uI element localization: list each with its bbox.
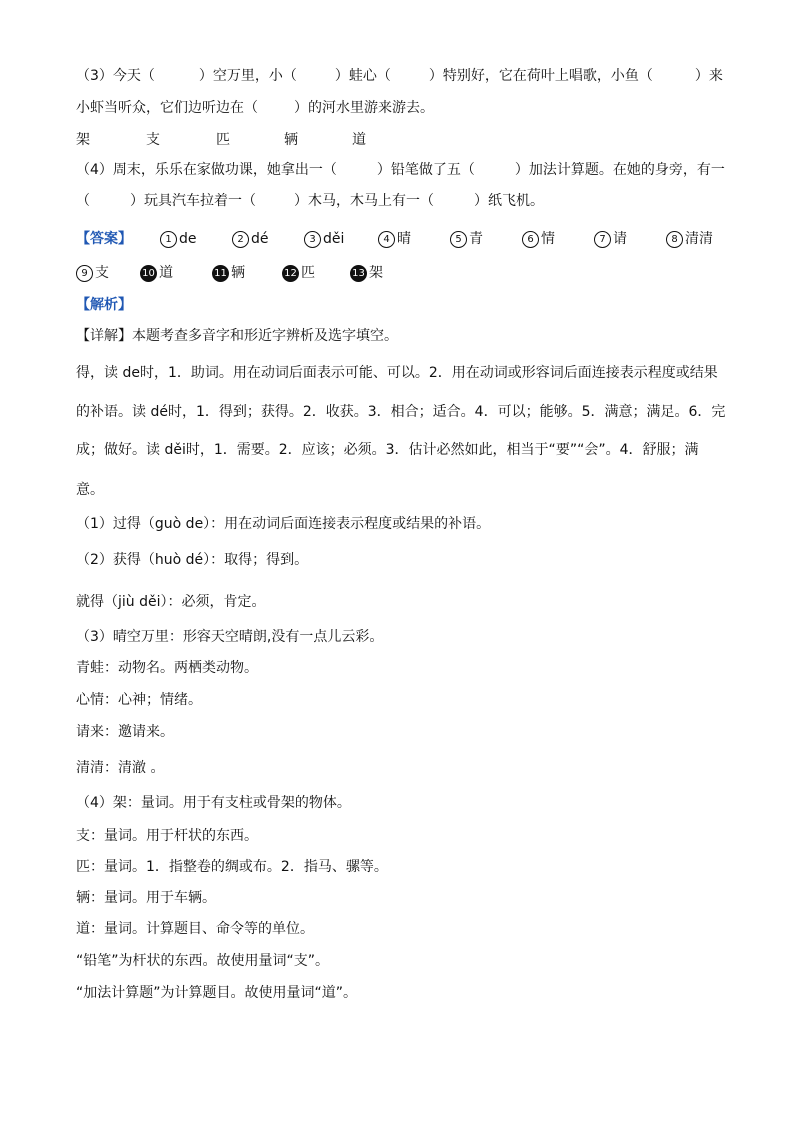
- analysis-line: 就得（jiù děi）：必须，肯定。: [76, 594, 266, 610]
- analysis-line: 【详解】本题考查多音字和形近字辨析及选字填空。: [76, 328, 398, 344]
- analysis-line: 辆：量词。用于车辆。: [76, 890, 216, 906]
- q3-text-1: （3）今天（: [76, 68, 155, 84]
- analysis-line: （2）获得（huò dé）：取得；得到。: [76, 552, 309, 568]
- analysis-line: 匹：量词。1．指整卷的绸或布。2．指马、骡等。: [76, 859, 388, 875]
- answer-tag: 【答案】: [76, 231, 132, 247]
- analysis-line: （1）过得（guò de）：用在动词后面连接表示程度或结果的补语。: [76, 516, 491, 532]
- answer-text: 清清: [685, 231, 713, 247]
- analysis-line: 成；做好。读 děi时，1．需要。2．应该；必须。3．估计必然如此，相当于“要”“会”。4．舒服；满: [76, 442, 699, 458]
- analysis-line: 心情：心神；情绪。: [76, 692, 202, 708]
- answer-text: dé: [251, 231, 269, 247]
- answer-text: 架: [369, 265, 383, 281]
- analysis-line: 支：量词。用于杆状的东西。: [76, 828, 258, 844]
- answer-number: 12: [282, 265, 299, 282]
- answer-text: 辆: [231, 265, 245, 281]
- q4-text-7: ）纸飞机。: [474, 193, 544, 209]
- answer-item: [378, 229, 411, 249]
- q4-line-1: [76, 160, 725, 180]
- answer-number: 10: [140, 265, 157, 282]
- answer-text: 道: [159, 265, 173, 281]
- answer-number: 2: [232, 231, 249, 248]
- answer-number: 6: [522, 231, 539, 248]
- analysis-line: （3）晴空万里：形容天空晴朗,没有一点儿云彩。: [76, 629, 384, 645]
- analysis-line: 意。: [76, 482, 104, 498]
- choice-word: 辆: [284, 132, 298, 148]
- q4-text-2: ）铅笔做了五（: [376, 162, 475, 178]
- answer-item: [594, 229, 627, 249]
- analysis-line: （4）架：量词。用于有支柱或骨架的物体。: [76, 795, 351, 811]
- answer-text: děi: [323, 231, 345, 247]
- q3-line-2: [76, 98, 434, 118]
- answer-number: 13: [350, 265, 367, 282]
- choice-word: 道: [352, 132, 366, 148]
- q4-text-6: ）木马，木马上有一（: [294, 193, 434, 209]
- analysis-line: 得，读 de时，1．助词。用在动词后面表示可能、可以。2．用在动词或形容词后面连接表示程度或结果: [76, 365, 718, 381]
- analysis-line: “铅笔”为杆状的东西。故使用量词“支”。: [76, 953, 330, 969]
- answer-item: [232, 229, 269, 249]
- answer-text: de: [179, 231, 197, 247]
- analysis-line: 清清：清澈 。: [76, 760, 165, 776]
- answer-text: 晴: [397, 231, 411, 247]
- answer-number: 8: [666, 231, 683, 248]
- q3-line-1: [76, 66, 723, 86]
- analysis-line: 青蛙：动物名。两栖类动物。: [76, 660, 258, 676]
- choice-word: 架: [76, 132, 90, 148]
- q4-line-2: [76, 191, 544, 211]
- answer-number: 5: [450, 231, 467, 248]
- answer-item: [160, 229, 197, 249]
- q4-text-4: （: [76, 193, 90, 209]
- analysis-line: 请来：邀请来。: [76, 724, 174, 740]
- q3-text-5: ）来: [694, 68, 723, 84]
- analysis-tag: 【解析】: [76, 297, 132, 313]
- answer-item: [212, 263, 245, 283]
- answer-item: [350, 263, 383, 283]
- analysis-line: 道：量词。计算题目、命令等的单位。: [76, 921, 314, 937]
- answer-text: 青: [469, 231, 483, 247]
- q3-text-6: 小虾当听众，它们边听边在（: [76, 100, 258, 116]
- answer-number: 3: [304, 231, 321, 248]
- q3-text-7: ）的河水里游来游去。: [294, 100, 434, 116]
- choice-word: 支: [146, 132, 160, 148]
- q4-text-5: ）玩具汽车拉着一（: [130, 193, 256, 209]
- q4-text-3: ）加法计算题。在她的身旁，有一: [514, 162, 725, 178]
- answer-number: 4: [378, 231, 395, 248]
- answer-text: 情: [541, 231, 555, 247]
- answer-item: [304, 229, 344, 249]
- answer-number: 11: [212, 265, 229, 282]
- answer-item: [282, 263, 315, 283]
- answer-item: [450, 229, 483, 249]
- q3-text-2: ）空万里，小（: [198, 68, 297, 84]
- q4-text-1: （4）周末，乐乐在家做功课，她拿出一（: [76, 162, 337, 178]
- answer-text: 匹: [301, 265, 315, 281]
- answer-text: 支: [95, 265, 109, 281]
- q3-text-3: ）蛙心（: [334, 68, 391, 84]
- answer-number: 1: [160, 231, 177, 248]
- answer-text: 请: [613, 231, 627, 247]
- answer-number: 7: [594, 231, 611, 248]
- answer-item: [76, 263, 109, 283]
- answer-item: [666, 229, 713, 249]
- q3-text-4: ）特别好，它在荷叶上唱歌，小鱼（: [428, 68, 653, 84]
- answer-item: [522, 229, 555, 249]
- answer-item: [140, 263, 173, 283]
- answer-number: 9: [76, 265, 93, 282]
- analysis-line: “加法计算题”为计算题目。故使用量词“道”。: [76, 985, 358, 1001]
- analysis-line: 的补语。读 dé时，1．得到；获得。2．收获。3．相合；适合。4．可以；能够。5．满意；满足。6．完: [76, 404, 726, 420]
- choice-word: 匹: [216, 132, 230, 148]
